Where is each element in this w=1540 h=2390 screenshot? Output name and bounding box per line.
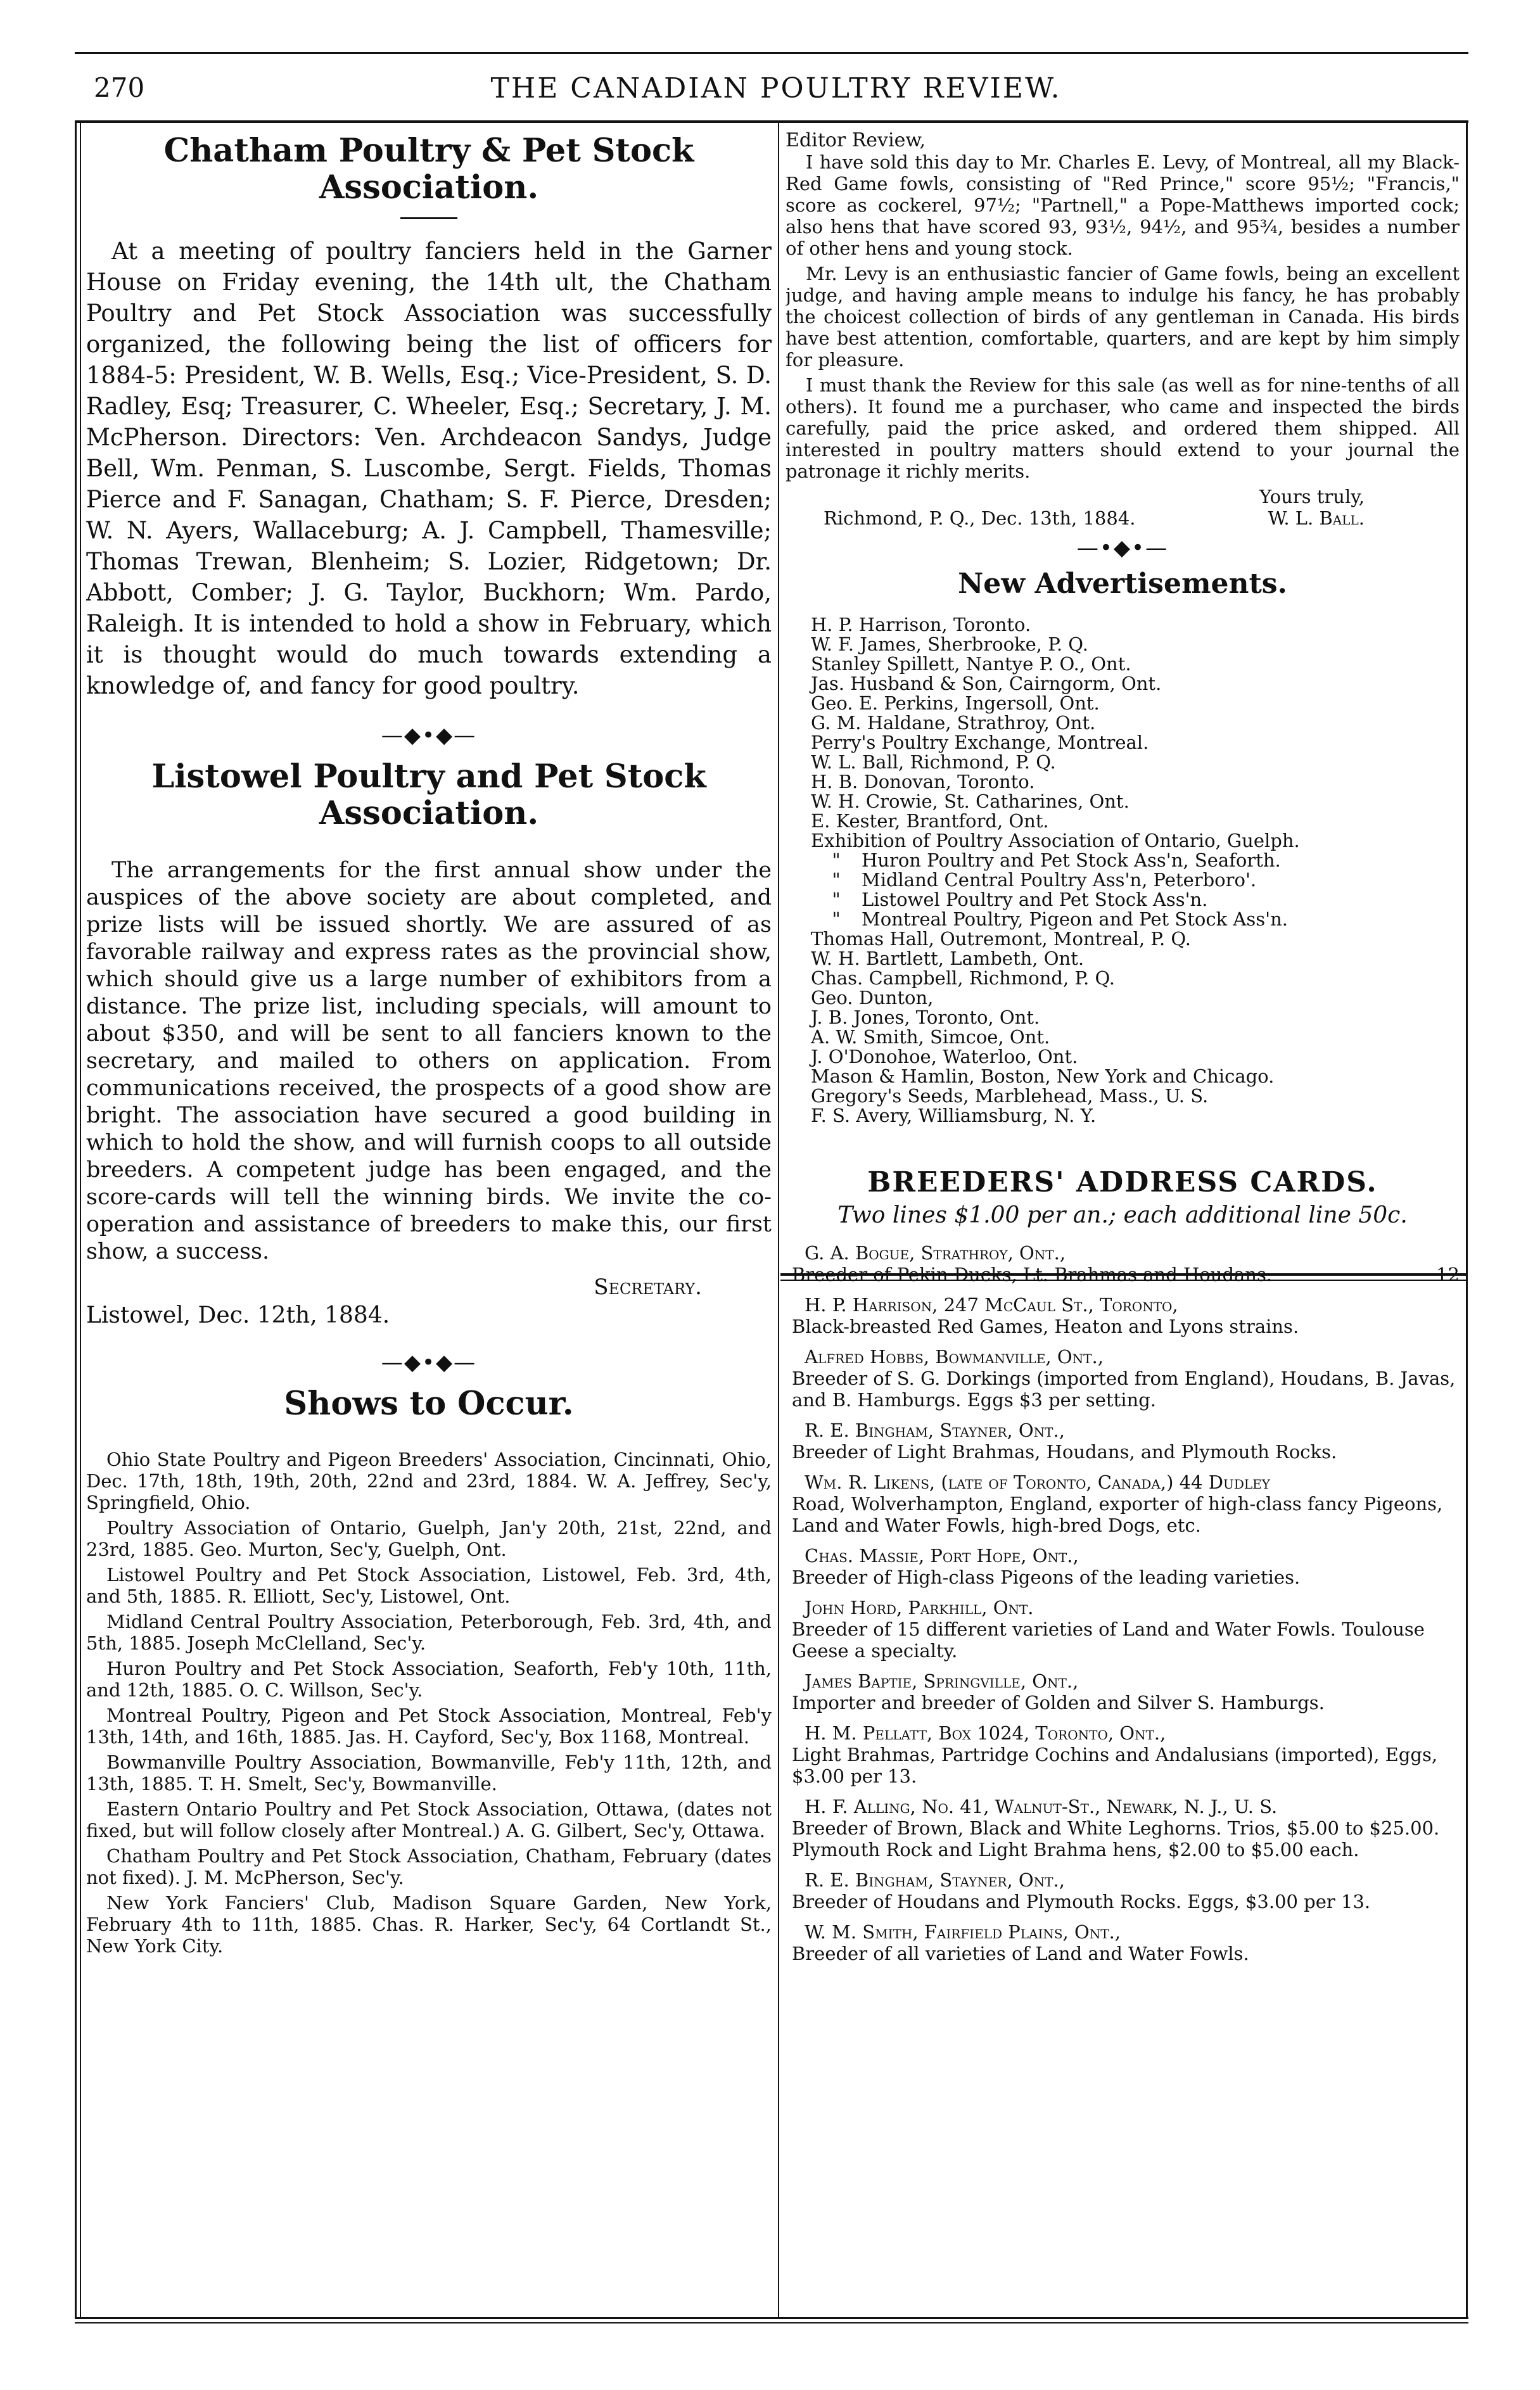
top-double-rule-1: [75, 52, 1468, 54]
breeder-name: R. E. Bingham, Stayner, Ont.,: [805, 1420, 1065, 1441]
new-ad-item: [811, 851, 1460, 870]
show-item: Huron Poultry and Pet Stock Association, Seaforth, Feb'y 10th, 11th, and 12th, 1885. O. C. Willson, Sec'y.: [86, 1658, 772, 1701]
new-ad-item: [811, 635, 1460, 654]
new-ad-item: [811, 1047, 1460, 1067]
breeder-card: [792, 1796, 1460, 1860]
bottom-rule-2: [75, 2322, 1468, 2323]
breeder-name: R. E. Bingham, Stayner, Ont.,: [805, 1869, 1065, 1891]
new-ad-item: [811, 1067, 1460, 1086]
breeder-description: Breeder of Houdans and Plymouth Rocks. Eggs, $3.00 per 13.: [792, 1891, 1371, 1912]
new-ad-text: H. B. Donovan, Toronto.: [811, 771, 1035, 792]
shows-list: [86, 1449, 772, 1957]
letter-place-date: Richmond, P. Q., Dec. 13th, 1884.: [824, 507, 1136, 529]
show-item: Midland Central Poultry Association, Peterborough, Feb. 3rd, 4th, and 5th, 1885. Joseph McClelland, Sec'y.: [86, 1611, 772, 1654]
breeder-card: [792, 1472, 1460, 1536]
new-ad-text: Gregory's Seeds, Marblehead, Mass., U. S.: [811, 1085, 1209, 1107]
new-ad-item: [811, 1008, 1460, 1027]
breeder-name: H. P. Harrison, 247 McCaul St., Toronto,: [805, 1294, 1178, 1316]
new-ad-item: [811, 713, 1460, 733]
ditto-mark: ": [832, 889, 841, 910]
breeder-description: Breeder of Brown, Black and White Leghorns. Trios, $5.00 to $25.00. Plymouth Rock and Light Brahma hens, $2.00 to $5.00 each.: [792, 1817, 1440, 1860]
breeder-card: [792, 1722, 1460, 1787]
new-ad-text: W. F. James, Sherbrooke, P. Q.: [811, 633, 1088, 655]
new-ad-text: W. H. Crowie, St. Catharines, Ont.: [811, 791, 1130, 812]
new-ad-text: Huron Poultry and Pet Stock Ass'n, Seaforth.: [862, 849, 1281, 871]
bottom-rule: [75, 2317, 1468, 2319]
breeder-description: Breeder of S. G. Dorkings (imported from England), Houdans, B. Javas, and B. Hamburgs. Eggs $3 per setting.: [792, 1368, 1456, 1411]
show-item: Montreal Poultry, Pigeon and Pet Stock Association, Montreal, Feb'y 13th, 14th, and 16th, 1885. Jas. H. Cayford, Sec'y, Box 1168, Montreal.: [86, 1705, 772, 1748]
new-ad-text: F. S. Avery, Williamsburg, N. Y.: [811, 1105, 1097, 1126]
letter-paragraph-2: Mr. Levy is an enthusiastic fancier of Game fowls, being an excellent judge, and having ample means to indulge his fancy, he has probably the choicest collection of birds of any gentleman in Canada. His birds have best attention, comfortable, quarters, and are kept by him simply for pleasure.: [786, 263, 1460, 371]
breeder-name: G. A. Bogue, Strathroy, Ont.,: [805, 1242, 1066, 1264]
column-divider: [778, 120, 779, 2318]
breeder-card: [792, 1921, 1460, 1964]
new-ad-item: [811, 910, 1460, 929]
page-number: 270: [94, 72, 145, 103]
new-ad-text: A. W. Smith, Simcoe, Ont.: [811, 1026, 1050, 1048]
new-ad-item: [811, 792, 1460, 811]
breeder-name: H. F. Alling, No. 41, Walnut-St., Newark, N. J., U. S.: [805, 1796, 1278, 1817]
chatham-title: Chatham Poultry & Pet Stock Association.: [163, 132, 694, 207]
breeder-card: [792, 1346, 1460, 1411]
show-item: Listowel Poultry and Pet Stock Association, Listowel, Feb. 3rd, 4th, and 5th, 1885. R. Elliott, Sec'y, Listowel, Ont.: [86, 1564, 772, 1607]
breeder-card: [792, 1242, 1460, 1285]
new-ad-item: [811, 654, 1460, 674]
page-header: [82, 68, 1470, 113]
section-ornament: —◆•◆—: [381, 1350, 477, 1375]
new-ad-text: Geo. E. Perkins, Ingersoll, Ont.: [811, 692, 1100, 714]
cards-list: [786, 1242, 1460, 1964]
new-ad-text: Jas. Husband & Son, Cairngorm, Ont.: [811, 673, 1162, 694]
new-ad-text: Mason & Hamlin, Boston, New York and Chicago.: [811, 1065, 1275, 1087]
breeder-name: H. M. Pellatt, Box 1024, Toronto, Ont.,: [805, 1722, 1166, 1744]
new-ad-text: Stanley Spillett, Nantye P. O., Ont.: [811, 653, 1131, 675]
new-ad-text: Exhibition of Poultry Association of Ontario, Guelph.: [811, 830, 1300, 851]
show-item: New York Fanciers' Club, Madison Square Garden, New York, February 4th to 11th, 1885. Chas. R. Harker, Sec'y, 64 Cortlandt St., New York City.: [86, 1892, 772, 1957]
new-ad-item: [811, 988, 1460, 1008]
new-ad-item: [811, 929, 1460, 949]
cards-title: BREEDERS' ADDRESS CARDS.: [867, 1166, 1378, 1198]
right-column: [786, 130, 1460, 2309]
new-ad-text: W. L. Ball, Richmond, P. Q.: [811, 751, 1056, 773]
new-ad-text: H. P. Harrison, Toronto.: [811, 614, 1031, 635]
new-ad-text: Geo. Dunton,: [811, 987, 934, 1008]
new-ad-item: [811, 753, 1460, 772]
left-border-rule: [75, 120, 77, 2318]
new-ad-item: [811, 772, 1460, 792]
new-ad-item: [811, 674, 1460, 694]
letter-salutation: Editor Review,: [786, 130, 926, 151]
show-item: Bowmanville Poultry Association, Bowmanville, Feb'y 11th, 12th, and 13th, 1885. T. H. Smelt, Sec'y, Bowmanville.: [86, 1751, 772, 1795]
show-item: Ohio State Poultry and Pigeon Breeders' Association, Cincinnati, Ohio, Dec. 17th, 18th, 19th, 20th, 22nd and 23rd, 1884. W. A. Jeffrey, Sec'y, Springfield, Ohio.: [86, 1449, 772, 1513]
new-ad-item: [811, 615, 1460, 635]
breeder-description: Breeder of Light Brahmas, Houdans, and Plymouth Rocks.: [792, 1441, 1337, 1463]
breeder-description: Breeder of Pekin Ducks, Lt. Brahmas and Houdans.: [792, 1264, 1273, 1285]
new-ad-item: [811, 831, 1460, 851]
new-ad-item: [811, 890, 1460, 910]
listowel-dateline: Listowel, Dec. 12th, 1884.: [86, 1302, 390, 1328]
listowel-body: The arrangements for the first annual show under the auspices of the above society are about completed, and prize lists will be issued shortly. We are assured of as favorable railway and express rates as the provincial show, which should give us a large number of exhibitors from a distance. The prize list, including specials, will amount to about $350, and will be sent to all fanciers known to the secretary, and mailed to others on application. From communications received, the prospects of a good show are bright. The association have secured a good building in which to hold the show, and will furnish coops to all outside breeders. A competent judge has been engaged, and the score-cards will tell the winning birds. We invite the co-operation and assistance of breeders to make this, our first show, a success.: [86, 858, 772, 1264]
breeder-name: Alfred Hobbs, Bowmanville, Ont.,: [805, 1346, 1104, 1368]
left-column: [86, 130, 772, 2309]
new-ad-text: Midland Central Poultry Ass'n, Peterboro'.: [862, 869, 1257, 891]
breeder-card: [792, 1545, 1460, 1588]
breeder-name: John Hord, Parkhill, Ont.: [805, 1597, 1034, 1618]
new-ads-title: New Advertisements.: [958, 568, 1287, 600]
new-ad-item: [811, 811, 1460, 831]
breeder-card: [792, 1420, 1460, 1463]
new-ad-item: [811, 949, 1460, 969]
new-ad-text: Chas. Campbell, Richmond, P. Q.: [811, 967, 1116, 989]
new-ad-text: J. O'Donohoe, Waterloo, Ont.: [811, 1046, 1078, 1067]
new-ad-text: Montreal Poultry, Pigeon and Pet Stock Ass'n.: [862, 908, 1288, 930]
letter-paragraph-3: I must thank the Review for this sale (as well as for nine-tenths of all others). It found me a purchaser, who came and inspected the birds carefully, paid the price asked, and ordered them shipped. All interested in poultry matters should extend to your journal the patronage it richly merits.: [786, 374, 1460, 482]
letter-closing: Yours truly,: [1259, 486, 1365, 507]
right-border-rule: [1466, 120, 1468, 2318]
breeder-card: [792, 1869, 1460, 1912]
ditto-mark: ": [832, 908, 841, 930]
cards-subtitle: Two lines $1.00 per an.; each additional line 50c.: [837, 1202, 1408, 1228]
new-ad-item: [811, 870, 1460, 890]
breeder-name: Chas. Massie, Port Hope, Ont.,: [805, 1545, 1079, 1567]
new-ads-list: [786, 615, 1460, 1126]
breeder-card: [792, 1597, 1460, 1662]
title-rule: [400, 217, 457, 219]
listowel-title: Listowel Poultry and Pet Stock Association.: [151, 758, 706, 832]
new-ad-item: [811, 969, 1460, 988]
left-border-rule-2: [80, 120, 81, 2318]
ditto-mark: ": [832, 849, 841, 871]
letter-signer: W. L. Ball.: [1268, 507, 1365, 529]
new-ad-item: [811, 694, 1460, 713]
shows-title: Shows to Occur.: [284, 1385, 574, 1423]
top-rule-under-header: [75, 120, 1468, 123]
new-ad-text: J. B. Jones, Toronto, Ont.: [811, 1007, 1040, 1028]
new-ad-item: [811, 733, 1460, 753]
ditto-mark: ": [832, 869, 841, 891]
listowel-signature: Secretary.: [594, 1274, 702, 1300]
breeder-name: James Baptie, Springville, Ont.,: [805, 1670, 1079, 1692]
card-number: 12: [1436, 1264, 1460, 1285]
new-ad-item: [811, 1086, 1460, 1106]
breeder-name: Wm. R. Likens, (late of Toronto, Canada,) 44 Dudley: [805, 1472, 1270, 1493]
breeder-description: Road, Wolverhampton, England, exporter of high-class fancy Pigeons, Land and Water Fowls, high-bred Dogs, etc.: [792, 1493, 1443, 1536]
new-ad-text: W. H. Bartlett, Lambeth, Ont.: [811, 948, 1085, 969]
new-ad-text: Listowel Poultry and Pet Stock Ass'n.: [862, 889, 1208, 910]
breeder-description: Light Brahmas, Partridge Cochins and Andalusians (imported), Eggs, $3.00 per 13.: [792, 1744, 1438, 1787]
show-item: Poultry Association of Ontario, Guelph, Jan'y 20th, 21st, 22nd, and 23rd, 1885. Geo. Murton, Sec'y, Guelph, Ont.: [86, 1517, 772, 1560]
breeder-card: [792, 1294, 1460, 1337]
show-item: Chatham Poultry and Pet Stock Association, Chatham, February (dates not fixed). J. M. McPherson, Sec'y.: [86, 1845, 772, 1888]
new-ad-text: Thomas Hall, Outremont, Montreal, P. Q.: [811, 928, 1191, 950]
breeder-description: Importer and breeder of Golden and Silver S. Hamburgs.: [792, 1692, 1325, 1713]
breeder-description: Black-breasted Red Games, Heaton and Lyons strains.: [792, 1316, 1299, 1337]
new-ad-text: G. M. Haldane, Strathroy, Ont.: [811, 712, 1096, 734]
breeder-description: Breeder of 15 different varieties of Land and Water Fowls. Toulouse Geese a specialty.: [792, 1618, 1425, 1662]
show-item: Eastern Ontario Poultry and Pet Stock Association, Ottawa, (dates not fixed, but will follow closely after Montreal.) A. G. Gilbert, Sec'y, Ottawa.: [86, 1798, 772, 1841]
breeder-description: Breeder of High-class Pigeons of the leading varieties.: [792, 1567, 1301, 1588]
breeder-name: W. M. Smith, Fairfield Plains, Ont.,: [805, 1921, 1121, 1943]
section-ornament: —•◆•—: [1076, 535, 1169, 561]
new-ad-item: [811, 1027, 1460, 1047]
letter-paragraph-1: I have sold this day to Mr. Charles E. Levy, of Montreal, all my Black-Red Game fowls, consisting of "Red Prince," score 95½; "Francis," score as cockerel, 97½; "Partnell," a Pope-Matthews imported cock; also hens that have scored 93, 93½, 94½, and 95¾, besides a number of other hens and young stock.: [786, 151, 1460, 259]
publication-title: THE CANADIAN POULTRY REVIEW.: [490, 72, 1062, 105]
new-ad-text: E. Kester, Brantford, Ont.: [811, 810, 1049, 832]
new-ad-text: Perry's Poultry Exchange, Montreal.: [811, 732, 1149, 753]
new-ad-item: [811, 1106, 1460, 1126]
section-ornament: —◆•◆—: [381, 723, 477, 748]
breeder-card: [792, 1670, 1460, 1713]
breeder-description: Breeder of all varieties of Land and Water Fowls.: [792, 1943, 1249, 1964]
chatham-body: At a meeting of poultry fanciers held in the Garner House on Friday evening, the 14th ult, the Chatham Poultry and Pet Stock Association was successfully organized, the following being the list of officers for 1884-5: President, W. B. Wells, Esq.; Vice-President, S. D. Radley, Esq; Treasurer, C. Wheeler, Esq.; Secretary, J. M. McPherson. Directors: Ven. Archdeacon Sandys, Judge Bell, Wm. Penman, S. Luscombe, Sergt. Fields, Thomas Pierce and F. Sanagan, Chatham; S. F. Pierce, Dresden; W. N. Ayers, Wallaceburg; A. J. Campbell, Thamesville; Thomas Trewan, Blenheim; S. Lozier, Ridgetown; Dr. Abbott, Comber; J. G. Taylor, Buckhorn; Wm. Pardo, Raleigh. It is intended to hold a show in February, which it is thought would do much towards extending a knowledge of, and fancy for good poultry.: [86, 238, 772, 699]
